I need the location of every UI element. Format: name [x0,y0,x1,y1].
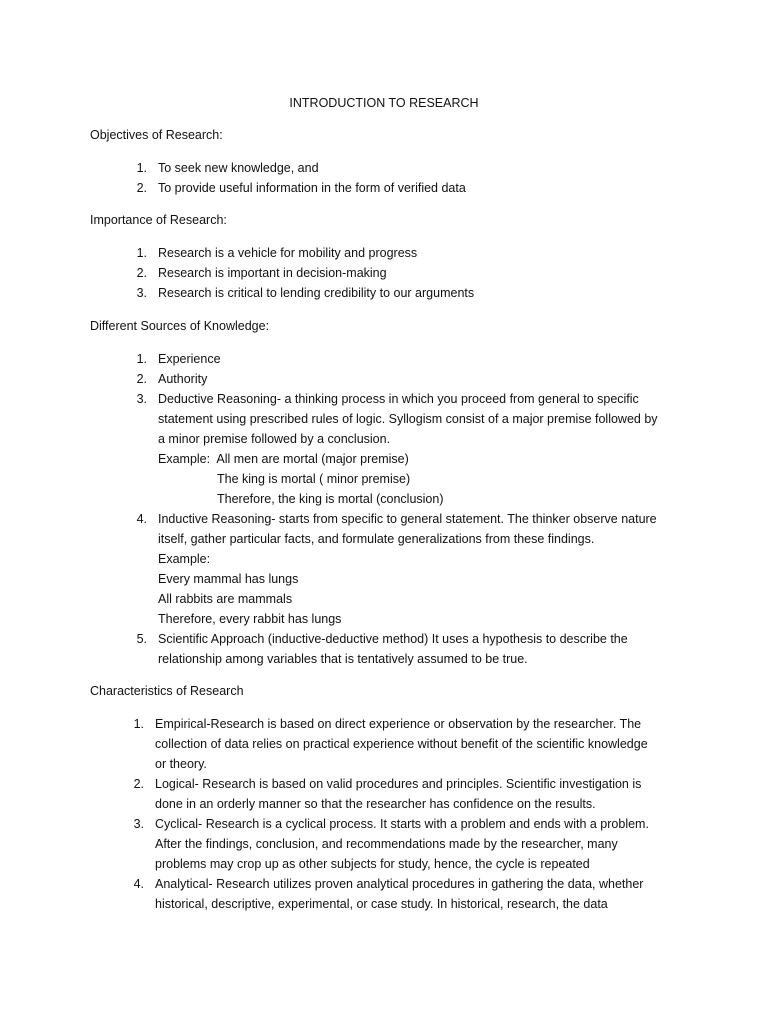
example-line: All rabbits are mammals [158,592,293,606]
list-item-continuation: itself, gather particular facts, and formulate generalizations from these findings. [158,532,595,546]
list-item: Deductive Reasoning- a thinking process in which you proceed from general to specific [158,392,639,406]
list-item: Experience [158,352,221,366]
objectives-heading: Objectives of Research: [90,128,223,142]
example-label: Example: All men are mortal (major premise) [158,452,409,466]
list-number: 3. [136,392,147,406]
list-item-continuation: a minor premise followed by a conclusion. [158,432,391,446]
list-number: 2. [136,181,147,195]
list-number: 3. [133,817,144,831]
list-number: 4. [133,877,144,891]
list-item: Analytical- Research utilizes proven analytical procedures in gathering the data, whether [155,877,644,891]
list-item: To provide useful information in the form of verified data [158,181,466,195]
example-line: Therefore, every rabbit has lungs [158,612,342,626]
list-item-continuation: After the findings, conclusion, and recommendations made by the researcher, many [155,837,618,851]
list-number: 2. [136,372,147,386]
list-item-continuation: problems may crop up as other subjects for study, hence, the cycle is repeated [155,857,590,871]
list-item: Research is a vehicle for mobility and progress [158,246,418,260]
document-title: INTRODUCTION TO RESEARCH [289,96,479,110]
list-item: To seek new knowledge, and [158,161,319,175]
example-line: Every mammal has lungs [158,572,299,586]
list-number: 2. [136,266,147,280]
list-item-continuation: collection of data relies on practical experience without benefit of the scientific knowledge [155,737,648,751]
list-number: 1. [136,161,147,175]
list-item-continuation: historical, descriptive, experimental, or case study. In historical, research, the data [155,897,608,911]
list-number: 3. [136,286,147,300]
list-item-continuation: done in an orderly manner so that the researcher has confidence on the results. [155,797,596,811]
list-number: 2. [133,777,144,791]
list-number: 1. [136,352,147,366]
list-item: Research is important in decision-making [158,266,387,280]
list-item: Empirical-Research is based on direct experience or observation by the researcher. The [155,717,642,731]
example-line: Therefore, the king is mortal (conclusion) [217,492,444,506]
list-item-continuation: relationship among variables that is tentatively assumed to be true. [158,652,528,666]
list-item: Cyclical- Research is a cyclical process. It starts with a problem and ends with a problem. [155,817,649,831]
list-item: Inductive Reasoning- starts from specific to general statement. The thinker observe nature [158,512,657,526]
list-number: 1. [136,246,147,260]
list-number: 5. [136,632,147,646]
list-number: 1. [133,717,144,731]
example-label: Example: [158,552,211,566]
list-item: Logical- Research is based on valid procedures and principles. Scientific investigation is [155,777,642,791]
list-item-continuation: statement using prescribed rules of logic. Syllogism consist of a major premise followed by [158,412,658,426]
list-number: 4. [136,512,147,526]
list-item: Scientific Approach (inductive-deductive method) It uses a hypothesis to describe the [158,632,628,646]
characteristics-heading: Characteristics of Research [90,684,244,698]
example-line: The king is mortal ( minor premise) [217,472,411,486]
list-item-continuation: or theory. [155,757,207,771]
sources-heading: Different Sources of Knowledge: [90,319,270,333]
list-item: Authority [158,372,208,386]
list-item: Research is critical to lending credibility to our arguments [158,286,475,300]
importance-heading: Importance of Research: [90,213,227,227]
